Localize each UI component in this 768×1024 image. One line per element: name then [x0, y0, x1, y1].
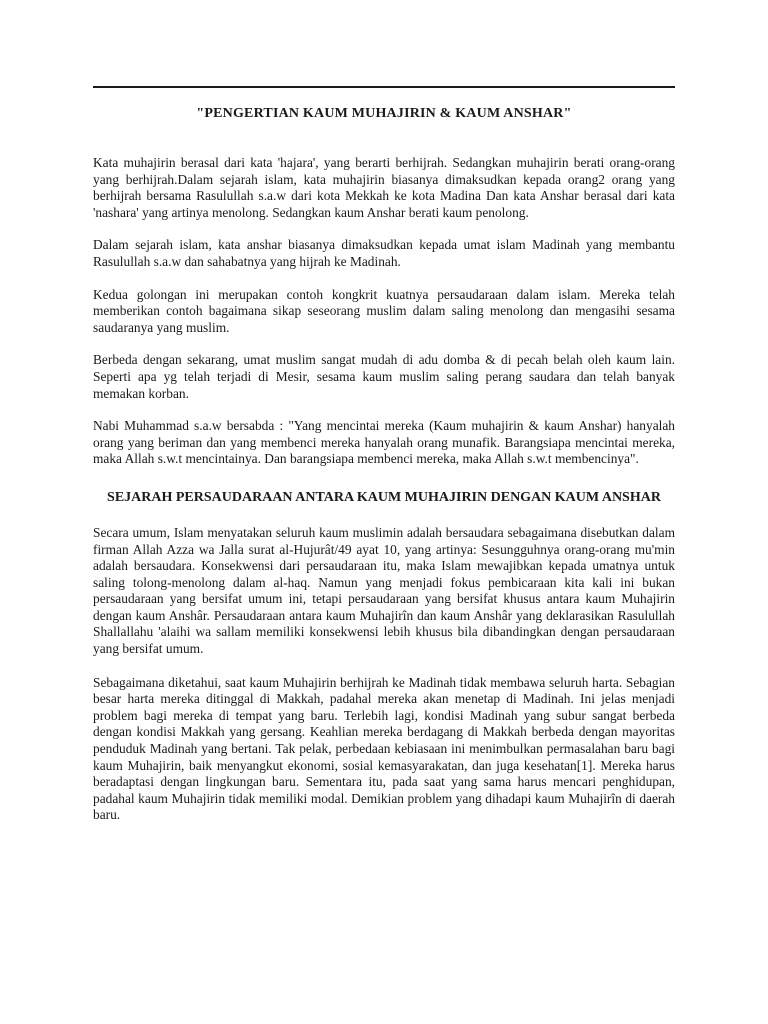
document-page: [93, 86, 675, 824]
section-paragraph-2: Sebagaimana diketahui, saat kaum Muhajirin berhijrah ke Madinah tidak membawa seluruh harta. Sebagian besar harta mereka ditinggal di Makkah, padahal mereka akan menetap di Madinah. Ini jelas menjadi problem bagi mereka di tempat yang baru. Terlebih lagi, kondisi Madinah yang subur sangat berbeda dengan kondisi Makkah yang gersang. Keahlian mereka berdagang di Makkah berbeda dengan mayoritas penduduk Madinah yang bertani. Tak pelak, perbedaan kebiasaan ini menimbulkan permasalahan baru bagi kaum Muhajirin, baik menyangkut ekonomi, sosial kemasyarakatan, dan juga kesehatan[1]. Mereka harus beradaptasi dengan lingkungan baru. Sementara itu, pada saat yang sama harus mencari penghidupan, padahal kaum Muhajirin tidak memiliki modal. Demikian problem yang dihadapi kaum Muhajirîn di daerah baru.: [93, 674, 675, 823]
section-paragraph-1: Secara umum, Islam menyatakan seluruh kaum muslimin adalah bersaudara sebagaimana disebutkan dalam firman Allah Azza wa Jalla surat al-Hujurât/49 ayat 10, yang artinya: Sesungguhnya orang-orang mu'min adalah bersaudara. Konsekwensi dari persaudaraan itu, maka Islam mewajibkan kepada umatnya untuk saling tolong-menolong dalam al-haq. Namun yang menjadi fokus pembicaraan kita kali ini bukan persaudaraan yang bersifat umum ini, tetapi persaudaraan yang bersifat khusus antara kaum Muhajirin dengan kaum Anshâr. Persaudaraan antara kaum Muhajirîn dan kaum Anshâr yang deklarasikan Rasulullah Shallallahu 'alaihi wa sallam memiliki konsekwensi lebih khusus bila dibandingkan dengan persaudaraan yang bersifat umum.: [93, 524, 675, 657]
intro-paragraph-2: Dalam sejarah islam, kata anshar biasanya dimaksudkan kepada umat islam Madinah yang membantu Rasulullah s.a.w dan sahabatnya yang hijrah ke Madinah.: [93, 237, 675, 269]
intro-paragraph-4: Berbeda dengan sekarang, umat muslim sangat mudah di adu domba & di pecah belah oleh kaum lain. Seperti apa yg telah terjadi di Mesir, sesama kaum muslim saling perang saudara dan telah banyak memakan korban.: [93, 352, 675, 401]
intro-paragraph-1: Kata muhajirin berasal dari kata 'hajara', yang berarti berhijrah. Sedangkan muhajirin berati orang-orang yang berhijrah.Dalam sejarah islam, kata muhajirin biasanya dimaksudkan kepada orang2 orang yang berhijrah bersama Rasulullah s.a.w dari kota Mekkah ke kota Madina Dan kata Anshar berasal dari kata 'nashara' yang artinya menolong. Sedangkan kaum Anshar berati kaum penolong.: [93, 155, 675, 220]
document-title: "PENGERTIAN KAUM MUHAJIRIN & KAUM ANSHAR": [196, 106, 572, 121]
top-rule-divider: [93, 86, 675, 88]
intro-paragraph-3: Kedua golongan ini merupakan contoh kongkrit kuatnya persaudaraan dalam islam. Mereka telah memberikan contoh bagaimana sikap seseorang muslim dalam saling menolong dan mengasihi sesama saudaranya yang muslim.: [93, 286, 675, 335]
section-heading: SEJARAH PERSAUDARAAN ANTARA KAUM MUHAJIRIN DENGAN KAUM ANSHAR: [107, 489, 661, 505]
intro-paragraph-5: Nabi Muhammad s.a.w bersabda : "Yang mencintai mereka (Kaum muhajirin & kaum Anshar) hanyalah orang yang beriman dan yang membenci mereka hanyalah orang munafik. Barangsiapa mencintai mereka, maka Allah s.w.t mencintainya. Dan barangsiapa membenci mereka, maka Allah s.w.t membencinya".: [93, 418, 675, 467]
